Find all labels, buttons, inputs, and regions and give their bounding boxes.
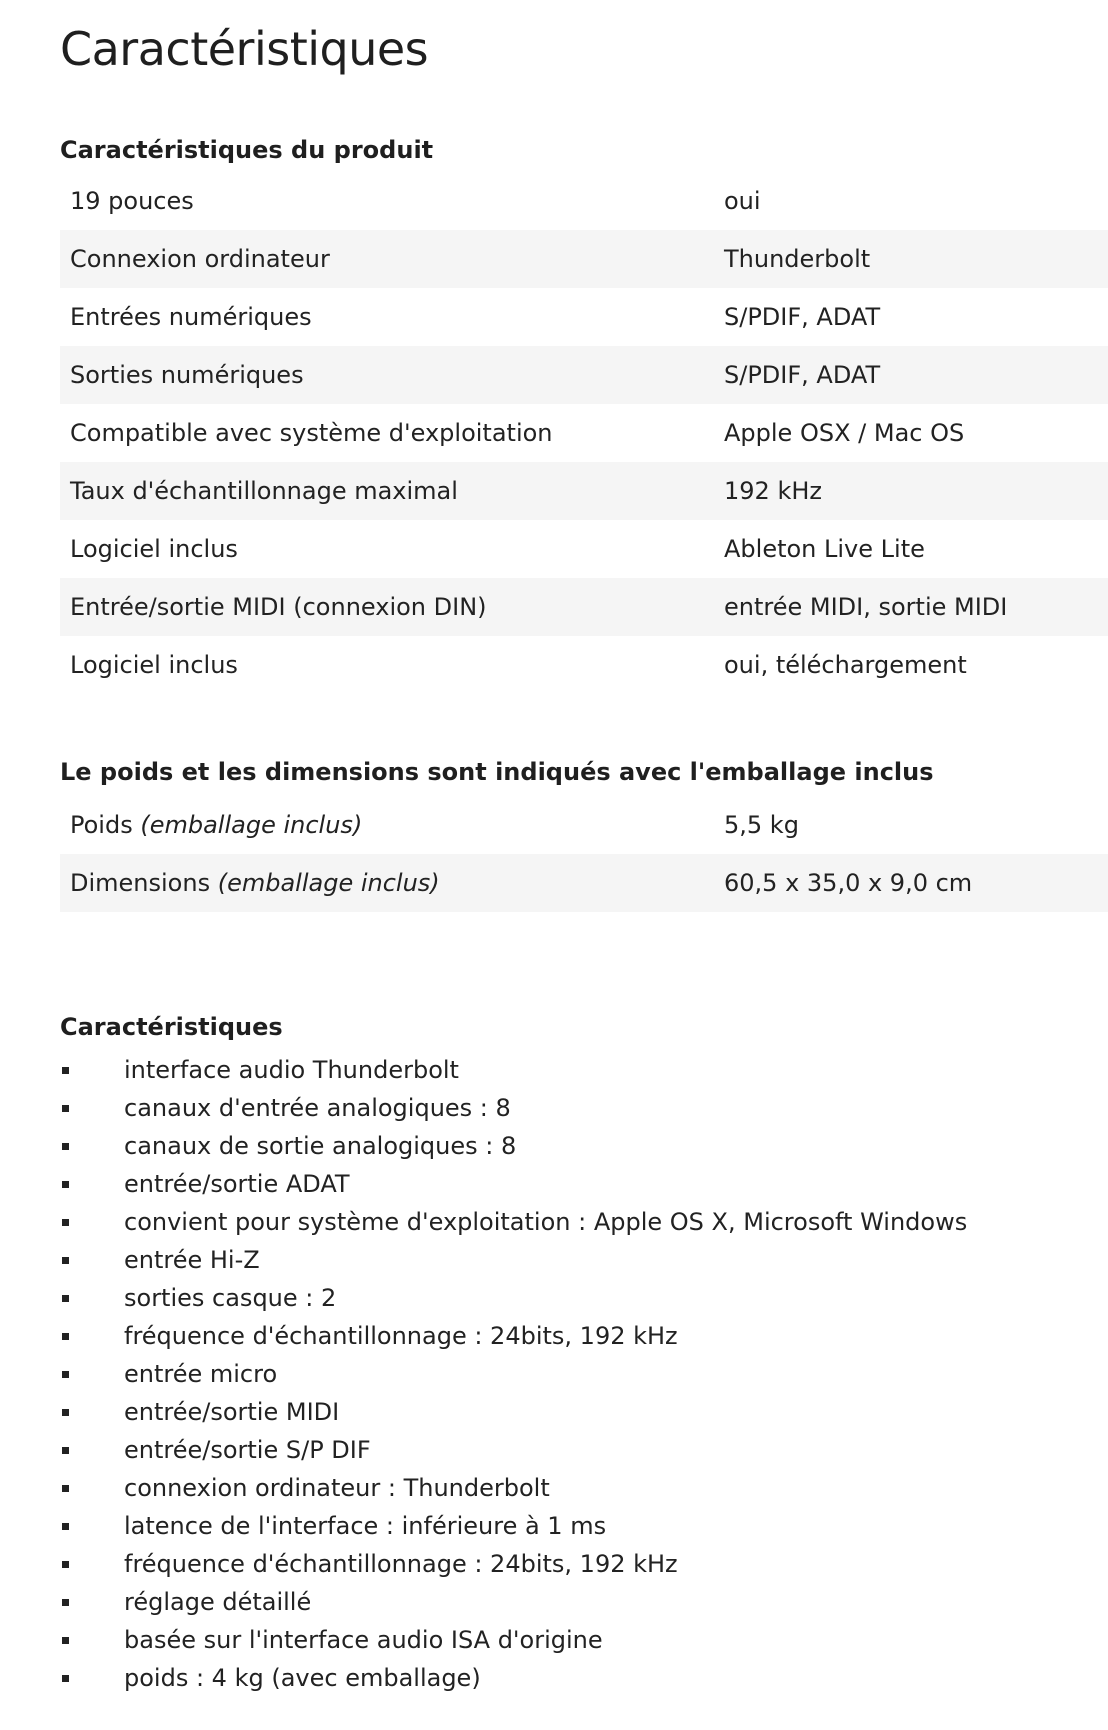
spec-value: Apple OSX / Mac OS — [724, 419, 965, 447]
list-item — [60, 1203, 967, 1241]
bullet-square-icon — [62, 1675, 69, 1682]
list-item-text: réglage détaillé — [124, 1588, 312, 1616]
weight-spec-table — [60, 796, 1108, 912]
bullet-square-icon — [62, 1257, 69, 1264]
bullet-square-icon — [62, 1371, 69, 1378]
spec-key: Sorties numériques — [70, 361, 304, 389]
list-item-text: entrée Hi-Z — [124, 1246, 260, 1274]
list-item — [60, 1355, 967, 1393]
spec-row-digital-outputs — [60, 346, 1108, 404]
spec-key-note: (emballage inclus) — [140, 811, 363, 839]
list-item-text: latence de l'interface : inférieure à 1 ms — [124, 1512, 607, 1540]
spec-value: S/PDIF, ADAT — [724, 303, 881, 331]
list-item — [60, 1165, 967, 1203]
list-item-text: basée sur l'interface audio ISA d'origine — [124, 1626, 603, 1654]
list-item — [60, 1089, 967, 1127]
spec-value: entrée MIDI, sortie MIDI — [724, 593, 1008, 621]
list-item — [60, 1127, 967, 1165]
spec-row-os-compatibility — [60, 404, 1108, 462]
list-item — [60, 1621, 967, 1659]
bullet-square-icon — [62, 1067, 69, 1074]
bullet-square-icon — [62, 1447, 69, 1454]
spec-key — [60, 869, 724, 897]
list-item-text: canaux de sortie analogiques : 8 — [124, 1132, 517, 1160]
spec-value: 60,5 x 35,0 x 9,0 cm — [724, 869, 973, 897]
spec-key: Entrées numériques — [70, 303, 312, 331]
spec-row-computer-connection — [60, 230, 1108, 288]
bullet-square-icon — [62, 1295, 69, 1302]
spec-key-label: Poids — [70, 811, 133, 839]
weight-section-title: Le poids et les dimensions sont indiqués avec l'emballage inclus — [60, 758, 934, 786]
list-item-text: poids : 4 kg (avec emballage) — [124, 1664, 481, 1692]
spec-value: oui, téléchargement — [724, 651, 967, 679]
spec-row-digital-inputs — [60, 288, 1108, 346]
list-item — [60, 1393, 967, 1431]
bullet-square-icon — [62, 1523, 69, 1530]
spec-value: 192 kHz — [724, 477, 822, 505]
bullet-square-icon — [62, 1637, 69, 1644]
list-item — [60, 1431, 967, 1469]
spec-key — [60, 811, 724, 839]
features-section-title: Caractéristiques — [60, 1013, 283, 1041]
spec-value: 5,5 kg — [724, 811, 799, 839]
list-item-text: entrée/sortie S/P DIF — [124, 1436, 371, 1464]
spec-row-included-software-download — [60, 636, 1108, 694]
spec-value: S/PDIF, ADAT — [724, 361, 881, 389]
list-item-text: connexion ordinateur : Thunderbolt — [124, 1474, 550, 1502]
product-section-title: Caractéristiques du produit — [60, 136, 434, 164]
spec-key: Logiciel inclus — [70, 535, 238, 563]
bullet-square-icon — [62, 1333, 69, 1340]
list-item-text: fréquence d'échantillonnage : 24bits, 192 kHz — [124, 1550, 678, 1578]
list-item-text: fréquence d'échantillonnage : 24bits, 192 kHz — [124, 1322, 678, 1350]
spec-row-midi-io — [60, 578, 1108, 636]
spec-key: 19 pouces — [70, 187, 194, 215]
list-item-text: sorties casque : 2 — [124, 1284, 337, 1312]
list-item — [60, 1583, 967, 1621]
spec-value: oui — [724, 187, 761, 215]
spec-row-weight — [60, 796, 1108, 854]
product-spec-table — [60, 172, 1108, 694]
list-item — [60, 1469, 967, 1507]
spec-row-max-sample-rate — [60, 462, 1108, 520]
spec-key: Compatible avec système d'exploitation — [70, 419, 553, 447]
bullet-square-icon — [62, 1599, 69, 1606]
list-item — [60, 1279, 967, 1317]
spec-value: Thunderbolt — [724, 245, 871, 273]
spec-value: Ableton Live Lite — [724, 535, 925, 563]
features-list — [60, 1051, 967, 1697]
list-item-text: entrée/sortie ADAT — [124, 1170, 350, 1198]
list-item-text: convient pour système d'exploitation : Apple OS X, Microsoft Windows — [124, 1208, 968, 1236]
bullet-square-icon — [62, 1561, 69, 1568]
spec-row-included-software — [60, 520, 1108, 578]
list-item — [60, 1659, 967, 1697]
list-item — [60, 1241, 967, 1279]
list-item-text: entrée micro — [124, 1360, 278, 1388]
bullet-square-icon — [62, 1219, 69, 1226]
list-item — [60, 1051, 967, 1089]
list-item — [60, 1317, 967, 1355]
list-item-text: canaux d'entrée analogiques : 8 — [124, 1094, 511, 1122]
bullet-square-icon — [62, 1485, 69, 1492]
spec-key: Connexion ordinateur — [70, 245, 330, 273]
spec-key-label: Dimensions — [70, 869, 211, 897]
spec-key: Entrée/sortie MIDI (connexion DIN) — [70, 593, 487, 621]
page-title: Caractéristiques — [60, 22, 429, 76]
bullet-square-icon — [62, 1105, 69, 1112]
spec-row-dimensions — [60, 854, 1108, 912]
spec-row-19-inch — [60, 172, 1108, 230]
bullet-square-icon — [62, 1143, 69, 1150]
bullet-square-icon — [62, 1409, 69, 1416]
spec-key: Logiciel inclus — [70, 651, 238, 679]
list-item — [60, 1507, 967, 1545]
list-item-text: entrée/sortie MIDI — [124, 1398, 340, 1426]
spec-key-note: (emballage inclus) — [217, 869, 440, 897]
list-item-text: interface audio Thunderbolt — [124, 1056, 459, 1084]
spec-key: Taux d'échantillonnage maximal — [70, 477, 458, 505]
bullet-square-icon — [62, 1181, 69, 1188]
list-item — [60, 1545, 967, 1583]
